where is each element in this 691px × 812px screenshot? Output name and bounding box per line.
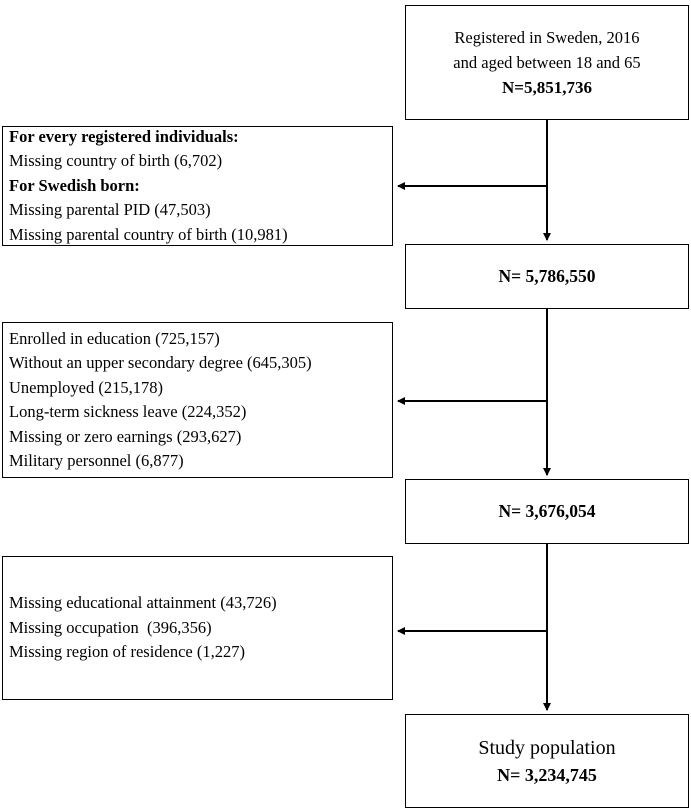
exclusion-line: Missing parental PID (47,503) — [9, 200, 211, 220]
exclusion-line: Enrolled in education (725,157) — [9, 328, 220, 348]
box-study-population — [405, 714, 689, 808]
exclusion-line: Missing country of birth (6,702) — [9, 151, 223, 171]
box-exclusion-missing-data — [2, 556, 393, 700]
exclusion-line: Missing occupation (396,356) — [9, 617, 212, 637]
n-value-2: N= 3,676,054 — [498, 501, 596, 521]
box-n-after-registration — [405, 244, 689, 309]
box-n-after-labor-market — [405, 479, 689, 544]
n-value-1: N= 5,786,550 — [498, 266, 596, 286]
final-n-value: N= 3,234,745 — [497, 765, 597, 785]
exclusion-line: Missing or zero earnings (293,627) — [9, 426, 242, 446]
start-n-value: N=5,851,736 — [502, 77, 592, 97]
exclusion-line: Missing parental country of birth (10,981) — [9, 224, 288, 244]
start-line-2: and aged between 18 and 65 — [453, 52, 641, 72]
box-start-population — [405, 5, 689, 120]
exclusion-line: For every registered individuals: — [9, 126, 239, 146]
box-exclusion-registration — [2, 126, 393, 246]
exclusion-line: Missing region of residence (1,227) — [9, 642, 245, 662]
exclusion-line: Long-term sickness leave (224,352) — [9, 402, 247, 421]
box-exclusion-labor-market — [2, 322, 393, 478]
final-label: Study population — [478, 737, 616, 759]
start-line-1: Registered in Sweden, 2016 — [454, 27, 640, 47]
exclusion-line: Unemployed (215,178) — [9, 377, 163, 397]
exclusion-line: Military personnel (6,877) — [9, 451, 184, 470]
exclusion-line: Without an upper secondary degree (645,305) — [9, 353, 312, 372]
exclusion-line: For Swedish born: — [9, 175, 140, 195]
exclusion-line: Missing educational attainment (43,726) — [9, 593, 277, 613]
